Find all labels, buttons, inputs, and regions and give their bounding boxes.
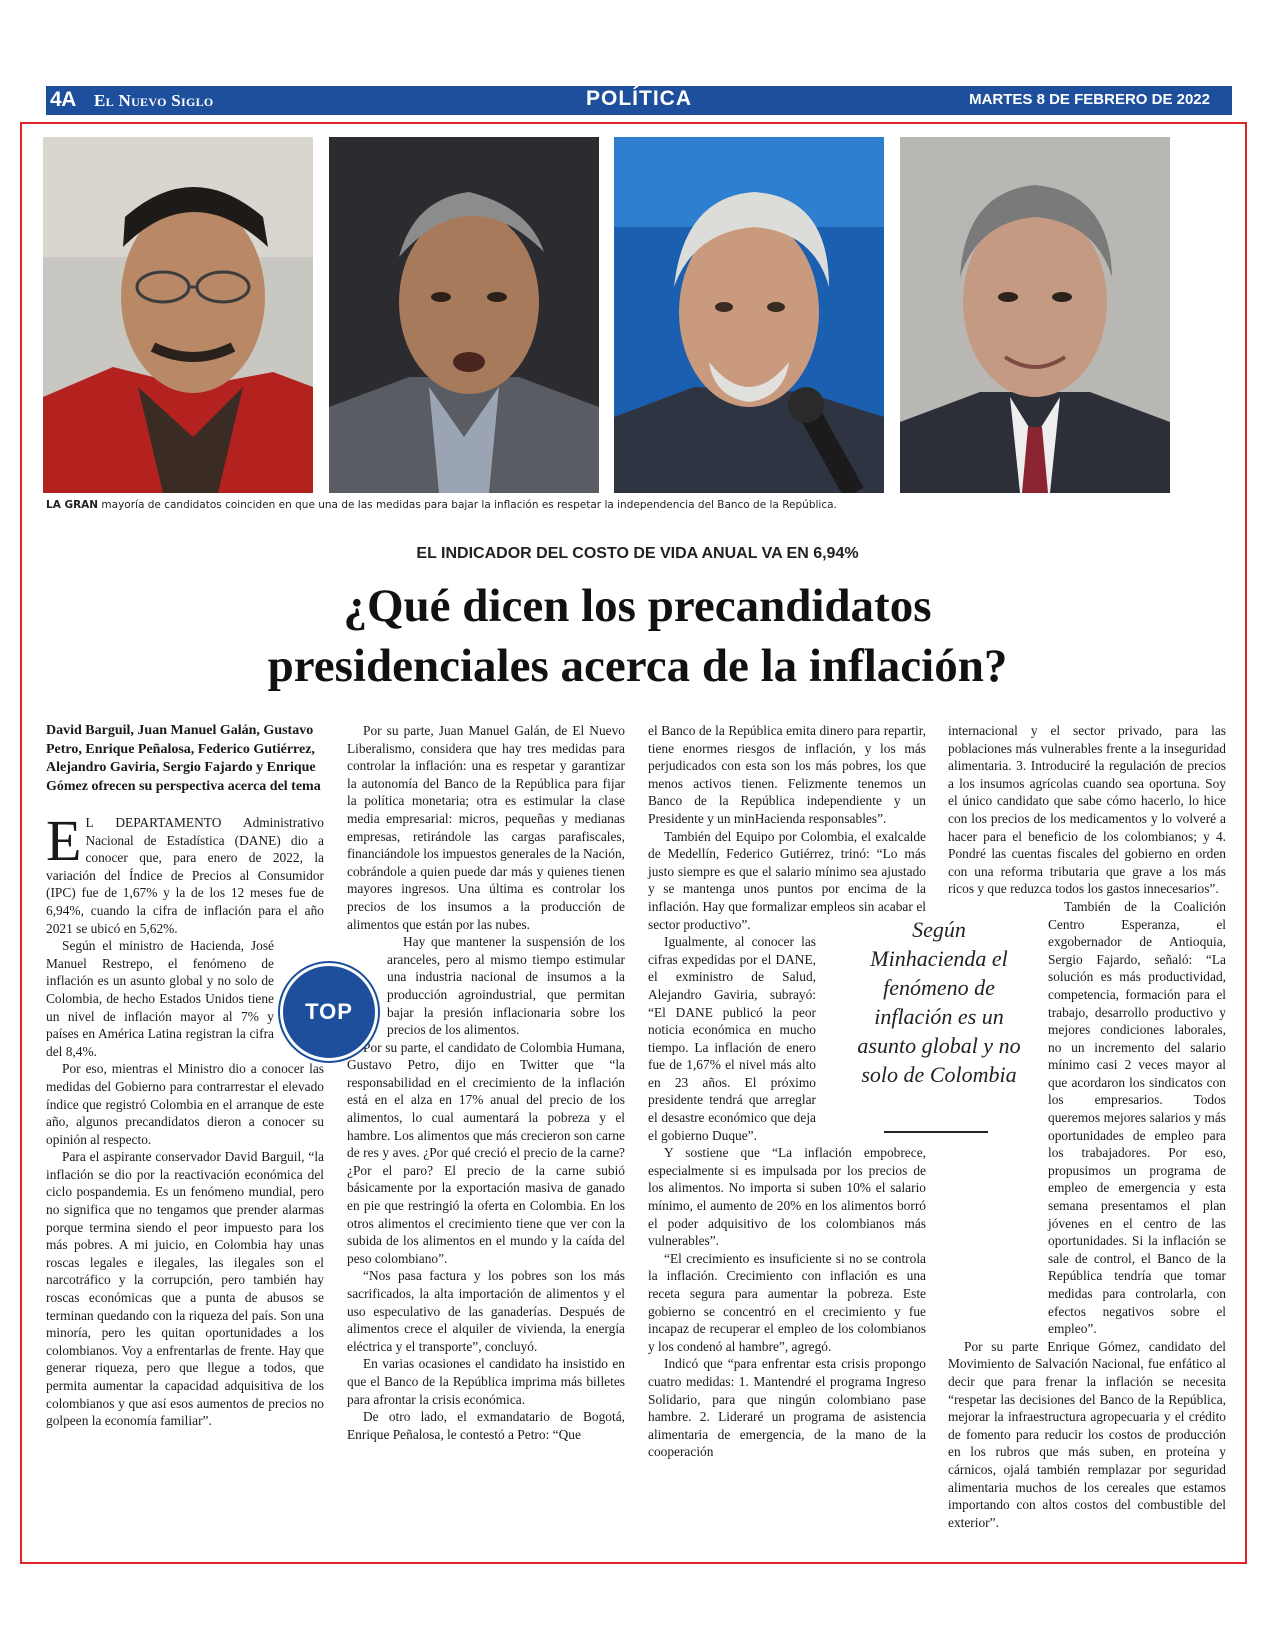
article-column-3 bbox=[648, 722, 926, 1461]
paragraph: Por su parte, el candidato de Colombia Humana, Gustavo Petro, dijo en Twitter que “la responsabilidad en el crecimiento de la inflación está en el alza en 17% anual del precio de los alimentos, lo cual aumentará la pobreza y el hambre. Los alimentos que más crecieron son carne de res y aves. ¿Por qué creció el precio de la carne? ¿Por el paro? El precio de la carne subió básicamente por la exportación masiva de ganado en pie que restringió la oferta en Colombia. En los otros alimentos el crecimiento tiene que ver con la subida de los alimentos en el mundo y la caída del peso colombiano”. bbox=[347, 1039, 625, 1266]
headline-line-1: ¿Qué dicen los precandidatos bbox=[343, 580, 932, 632]
article-column-1 bbox=[46, 722, 324, 1430]
paragraph: internacional y el sector privado, para las poblaciones más vulnerables frente a la inseguridad alimentaria. 3. Introduciré la regulación de precios a los insumos agrícolas cuando sea oportuna. Soy el único candidato que sabe cómo hacerlo, lo hice con los precios de los medicamentos y lo volveré a hacer para el beneficio de los colombianos; y 4. Pondré las cuentas fiscales del gobierno en orden con una reforma tributaria que grave a los más ricos y que reduzca todos los gastos innecesarios”. bbox=[948, 723, 1226, 897]
page-header bbox=[46, 86, 1232, 115]
paragraph: Hay que mantener la suspensión de los aranceles, pero al mismo tiempo estimular una industria nacional de insumos a la producción agroindustrial, que permitan bajar la presión inflacionaria sobre los precios de los alimentos. bbox=[387, 934, 625, 1038]
headline bbox=[0, 576, 1275, 696]
photo-penalosa bbox=[614, 137, 884, 493]
paragraph: Según el ministro de Hacienda, José Manuel Restrepo, el fenómeno de inflación es un asunto global y no solo de Colombia, de hecho Estados Unidos tiene un nivel de inflación mayor al 7% y países en América Latina registran la cifra del 8,4%. bbox=[46, 938, 274, 1059]
photo-petro bbox=[43, 137, 313, 493]
headline-line-2: presidenciales acerca de la inflación? bbox=[267, 640, 1008, 692]
pull-quote-rule bbox=[884, 1131, 988, 1133]
paragraph: el Banco de la República emita dinero para repartir, tiene enormes riesgos de inflación, y los más perjudicados con esta son los más pobres, los que menos activos tienen. Felizmente tenemos un Banco de la República independiente y un Presidente y un minHacienda responsables”. bbox=[648, 723, 926, 826]
paragraph: En varias ocasiones el candidato ha insistido en que el Banco de la República imprima más billetes para afrontar la crisis económica. bbox=[347, 1356, 625, 1407]
issue-date: MARTES 8 DE FEBRERO DE 2022 bbox=[969, 91, 1210, 108]
paragraph: Por eso, mientras el Ministro dio a conocer las medidas del Gobierno para contrarrestar el elevado índice que registró Colombia en el arranque de este año, algunos precandidatos dieron a conocer su opinión al respecto. bbox=[46, 1061, 324, 1147]
photo-galan bbox=[900, 137, 1170, 493]
paragraph: Por su parte Enrique Gómez, candidato del Movimiento de Salvación Nacional, fue enfático al decir que para frenar la inflación se necesita “respetar las decisiones del Banco de la República, mejorar la infraestructura agropecuaria y el crédito de fomento para reducir los costos de producción en los rubros que más suben, en proteína y cárnicos, ojalá también remplazar por seguridad alimentaria muchos de los cereales que estamos importando con altos costos del combustible del exterior”. bbox=[948, 1338, 1226, 1530]
photo-fajardo bbox=[329, 137, 599, 493]
top-badge: TOP bbox=[280, 963, 378, 1061]
section-title: POLÍTICA bbox=[586, 87, 692, 110]
paragraph: “Nos pasa factura y los pobres son los más sacrificados, la alta importación de alimentos y el uso especulativo de las ganaderías. Después de alimentos crece el alquiler de vivienda, la energía eléctrica y el transporte”, concluyó. bbox=[347, 1268, 625, 1354]
paragraph: Igualmente, al conocer las cifras expedidas por el DANE, el exministro de Salud, Alejandro Gaviria, subrayó: “El DANE publicó la peor noticia económica en mucho tiempo. La inflación de enero fue de 1,67% el nivel más alto en 23 años. El próximo presidente tendrá que arreglar el desastre económico que deja el gobierno Duque”. bbox=[648, 934, 816, 1143]
article-column-2 bbox=[347, 722, 625, 1443]
kicker: EL INDICADOR DEL COSTO DE VIDA ANUAL VA EN 6,94% bbox=[416, 545, 859, 562]
paper-name: El Nuevo Siglo bbox=[94, 91, 214, 110]
paragraph: También del Equipo por Colombia, el exalcalde de Medellín, Federico Gutiérrez, trinó: “Lo más justo siempre es que el salario mínimo sea ajustado y se mantenga unos puntos por encima de la inflación. Hay que formalizar empleos sin acabar el sector productivo”. bbox=[648, 828, 926, 932]
lead-text: Administrativo Nacional de Estadística (DANE) dio a conocer que, para enero de 2022, la variación del Índice de Precios al Consumidor (IPC) fue de 1,67% y la de los 12 meses fue de 6,94%, cuando la cifra de inflación para el año 2021 se ubicó en 5,62%. bbox=[46, 815, 324, 936]
page-number: 4A bbox=[50, 88, 76, 111]
caption-text: mayoría de candidatos coinciden en que una de las medidas para bajar la inflación es respetar la independencia del Banco de la República. bbox=[98, 499, 837, 511]
photo-caption bbox=[46, 499, 1226, 511]
article-deck: David Barguil, Juan Manuel Galán, Gustavo Petro, Enrique Peñalosa, Federico Gutiérrez, Alejandro Gaviria, Sergio Fajardo y Enrique Gómez ofrecen su perspectiva acerca del tema bbox=[46, 723, 321, 794]
paragraph: Para el aspirante conservador David Barguil, “la inflación se dio por la reactivación económica del ciclo pospandemia. Es un fenómeno mundial, pero no significa que no tengamos que prender alarmas porque termina siendo el peor impuesto para los más pobres. A mi juicio, en Colombia hay unas roscas legales e ilegales, las ilegales son el narcotráfico y la corrupción, pero también hay roscas económicas que a punta de abusos se terminan quedando con la riqueza del país. Son una minoría, pero les quitan oportunidades a los colombianos. Voy a enfrentarlas de frente. Hay que generar riqueza, pero que llegue a todos, que permita aumentar la capacidad adquisitiva de los colombianos y que así esos aumentos de precios no golpeen la economía familiar”. bbox=[46, 1149, 324, 1429]
lead-caps: L DEPARTAMENTO bbox=[85, 815, 222, 830]
article-column-4 bbox=[948, 722, 1226, 1531]
paragraph: Por su parte, Juan Manuel Galán, de El Nuevo Liberalismo, considera que hay tres medidas para controlar la inflación: una es respetar y garantizar la autonomía del Banco de la República para fijar la política monetaria; otra es estimular la clase media empresarial: micros, pequeñas y medianas empresas, retirándole las cargas parafiscales, financiándole los impuestos generales de la Nación, cobrándole a quien puede dar más y quienes tienen mayores ingresos. Una última es controlar los precios de los insumos a la producción de alimentos que están por las nubes. bbox=[347, 723, 625, 932]
paragraph: También de la Coalición Centro Esperanza, el exgobernador de Antioquia, Sergio Fajardo, señaló: “La solución es más productividad, competencia, formación para el trabajo, desarrollo productivo y mejores condiciones laborales, no un incremento del salario mínimo casi 2 veces mayor al que acordaron los sindicatos con los empresarios. Todos queremos mejores salarios y más oportunidades de empleo para los trabajadores. Por eso, propusimos un programa de empleo de emergencia y esta semana presentamos el plan jóvenes en el centro de las oportunidades. Si la inflación se sale de control, el Banco de la República tendría que tomar medidas para controlarla, con efectos negativos sobre el empleo”. bbox=[1048, 898, 1226, 1337]
paragraph: Y sostiene que “La inflación empobrece, especialmente si es impulsada por los precios de los alimentos. No importa si suben 10% el salario mínimo, el aumento de 20% en los alimentos borró el poder adquisitivo de los colombianos más vulnerables”. bbox=[648, 1145, 926, 1249]
paragraph: Indicó que “para enfrentar esta crisis propongo cuatro medidas: 1. Mantendré el programa Ingreso Solidario, para que ningún colombiano pase hambre. 2. Lideraré un programa de asistencia alimentaria de emergencia, de la mano de la cooperación bbox=[648, 1356, 926, 1460]
paragraph: De otro lado, el exmandatario de Bogotá, Enrique Peñalosa, le contestó a Petro: “Que bbox=[347, 1409, 625, 1442]
pull-quote: Según Minhacienda el fenómeno de inflación es un asunto global y no solo de Colombia bbox=[857, 917, 1021, 1087]
lead-paragraph bbox=[46, 808, 324, 937]
paragraph: “El crecimiento es insuficiente si no se controla la inflación. Crecimiento con inflación es una receta segura para aumentar la pobreza. Este gobierno se concentró en el crecimiento y fue incapaz de recuperar el empleo de los colombianos y los condenó al hambre”, agregó. bbox=[648, 1250, 926, 1354]
drop-cap: E bbox=[46, 808, 82, 873]
caption-lead: LA GRAN bbox=[46, 499, 99, 511]
